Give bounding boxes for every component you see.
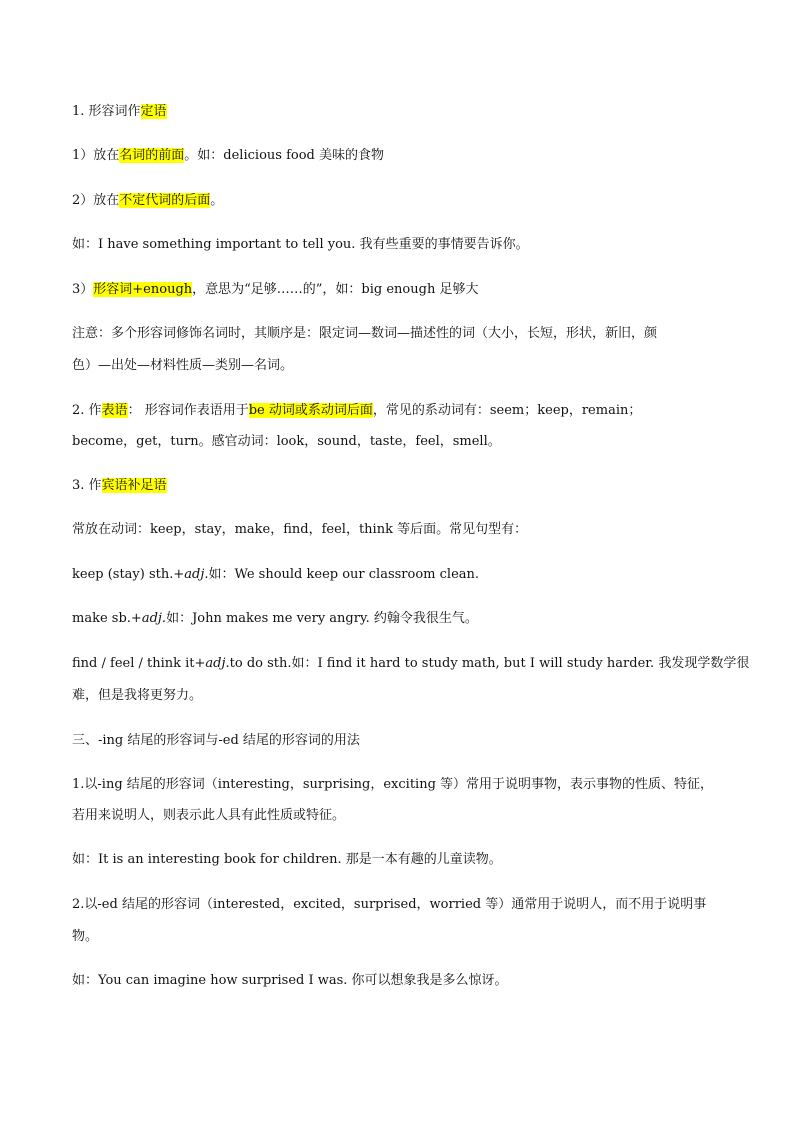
text-segment: to do sth.如：I find it hard to study math, but I will study harder. 我发现学数学很 (229, 656, 750, 671)
text-segment: 注意：多个形容词修饰名词时，其顺序是：限定词—数词—描述性的词（大小，长短，形状，新旧，颜 (72, 326, 658, 341)
text-segment: 三、-ing 结尾的形容词与-ed 结尾的形容词的用法 (72, 733, 360, 748)
text-segment: 如：We should keep our classroom clean. (208, 567, 480, 582)
highlighted-term: 形容词+enough (93, 282, 193, 297)
highlighted-term: 不定代词的后面 (119, 193, 211, 208)
text-segment: ： 形容词作表语用于 (127, 403, 249, 418)
text-segment: 如：John makes me very angry. 约翰令我很生气。 (166, 611, 478, 626)
text-segment: adj. (184, 567, 209, 582)
text-line (72, 567, 722, 583)
text-segment: 1）放在 (72, 148, 120, 163)
highlighted-term: 表语 (101, 403, 128, 418)
highlighted-term: 定语 (140, 104, 167, 119)
text-segment: 色）—出处—材料性质—类别—名词。 (72, 358, 294, 373)
text-segment: 难，但是我将更努力。 (72, 688, 203, 703)
text-line (72, 852, 722, 868)
text-segment: ，意思为“足够……的”，如：big enough 足够大 (192, 282, 479, 297)
text-segment: 2. 作 (72, 403, 102, 418)
text-line (72, 688, 722, 704)
text-line (72, 973, 722, 989)
text-segment: 2.以-ed 结尾的形容词（interested，excited，surprised，worried 等）通常用于说明人，而不用于说明事 (72, 897, 707, 912)
text-segment: adj. (205, 656, 230, 671)
text-line (72, 611, 722, 627)
text-segment: keep (stay) sth.+ (72, 567, 185, 582)
text-line (72, 656, 750, 672)
text-line (72, 478, 722, 494)
text-line (72, 403, 722, 419)
text-line (72, 193, 722, 209)
text-line (72, 733, 722, 749)
text-segment: adj. (141, 611, 167, 626)
text-segment: 如：I have something important to tell you. 我有些重要的事情要告诉你。 (72, 237, 529, 252)
text-line (72, 358, 722, 374)
text-line (72, 282, 722, 298)
text-line (72, 104, 722, 120)
text-segment: 物。 (72, 929, 99, 944)
text-segment: find / feel / think it+ (72, 656, 206, 671)
text-line (72, 808, 722, 824)
text-line (72, 237, 722, 253)
text-segment: 3） (72, 282, 94, 297)
text-segment: 若用来说明人，则表示此人具有此性质或特征。 (72, 808, 346, 823)
text-line (72, 929, 722, 945)
text-segment: 1.以-ing 结尾的形容词（interesting，surprising，exciting 等）常用于说明事物，表示事物的性质、特征， (72, 777, 714, 792)
text-segment: 1. 形容词作 (72, 104, 141, 119)
text-line (72, 434, 722, 450)
text-segment: 。 (210, 193, 224, 208)
text-segment: 3. 作 (72, 478, 102, 493)
highlighted-term: 名词的前面 (119, 148, 185, 163)
text-line (72, 148, 722, 164)
text-line (72, 326, 722, 342)
text-segment: become，get，turn。感官动词：look，sound，taste，feel，smell。 (72, 434, 501, 449)
highlighted-term: be 动词或系动词后面 (248, 403, 373, 418)
text-segment: make sb.+ (72, 611, 142, 626)
text-segment: 2）放在 (72, 193, 120, 208)
text-segment: 。如：delicious food 美味的食物 (184, 148, 384, 163)
highlighted-term: 宾语补足语 (101, 478, 167, 493)
text-segment: 如：You can imagine how surprised I was. 你可以想象我是多么惊讶。 (72, 973, 508, 988)
text-line (72, 522, 722, 538)
text-line (72, 897, 722, 913)
text-segment: 如：It is an interesting book for children. 那是一本有趣的儿童读物。 (72, 852, 502, 867)
text-line (72, 777, 722, 793)
text-segment: ，常见的系动词有：seem；keep，remain； (372, 403, 642, 418)
text-segment: 常放在动词：keep，stay，make，find，feel，think 等后面。常见句型有： (72, 522, 528, 537)
